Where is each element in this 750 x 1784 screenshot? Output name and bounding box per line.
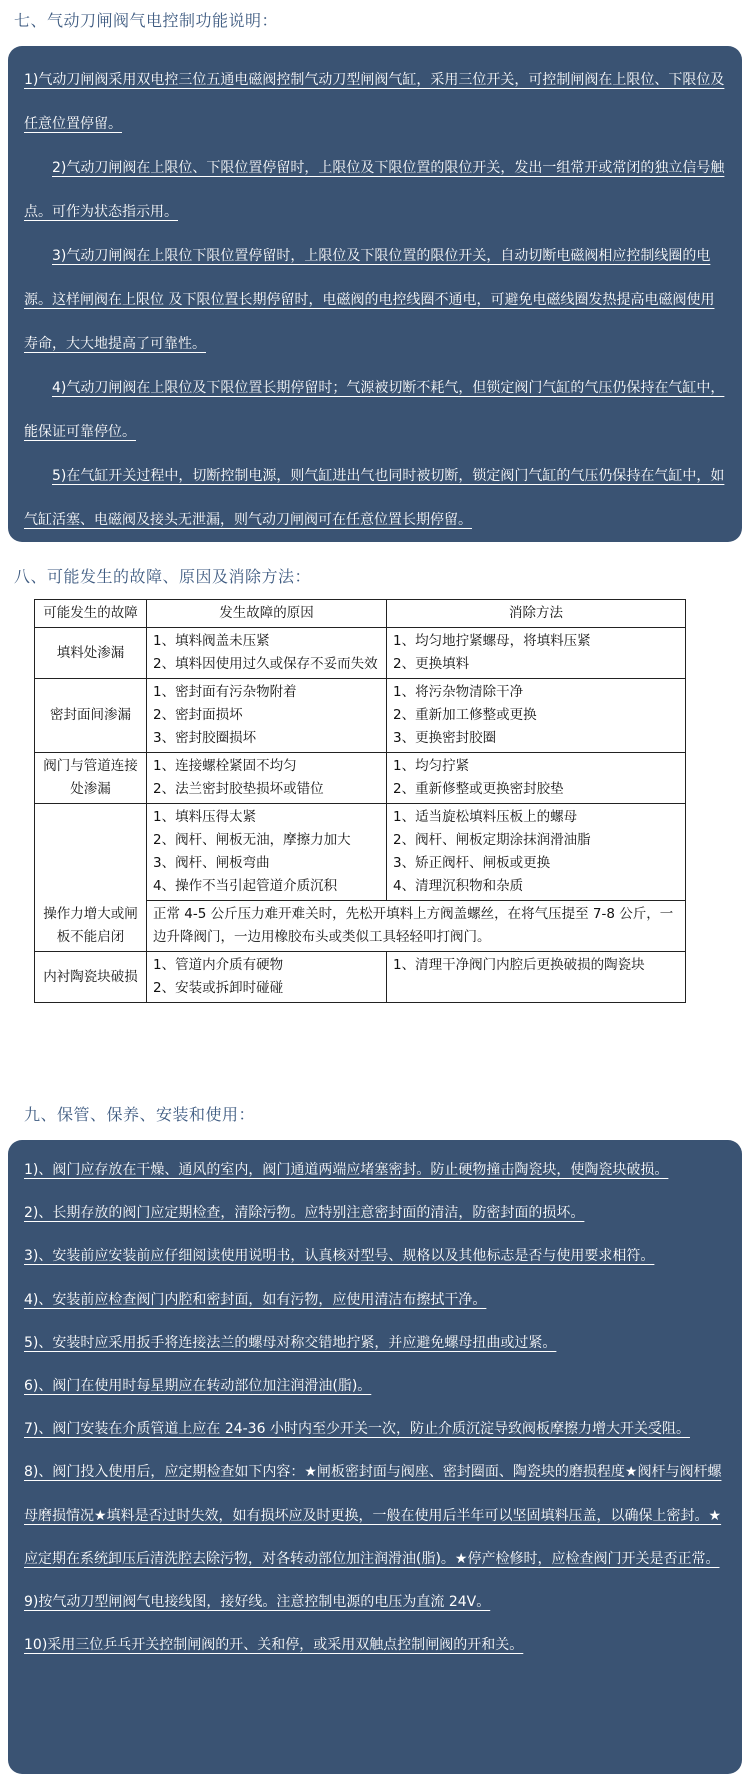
maintenance-item-9: 9)按气动刀型闸阀气电接线图，接好线。注意控制电源的电压为直流 24V。 [24,1594,491,1611]
maintenance-item-8: 8)、阀门投入使用后，应定期检查如下内容：★闸板密封面与阀座、密封圈面、陶瓷块的磨损程度★阀杆与阀杆螺母磨损情况★填料是否过时失效，如有损坏应及时更换，一般在使用后半年可以坚固填料压盖，以确保上密封。★应定期在系统卸压后清洗腔去除污物，对各转动部位加注润滑油(脂)。★停产检修时，应检查阀门开关是否正常。 [24,1464,722,1567]
remedy-line: 1、适当旋松填料压板上的螺母 [393,809,578,825]
section9-title: 九、保管、保养、安装和使用： [24,1105,256,1124]
maintenance-item-4: 4)、安装前应检查阀门内腔和密封面，如有污物，应使用清洁布擦拭干净。 [24,1291,487,1308]
header-fault: 可能发生的故障 [35,600,147,628]
fault-table-header-row [35,600,686,628]
cause-line: 4、操作不当引起管道介质沉积 [153,878,338,894]
cause-cell [147,628,387,679]
note-cell: 正常 4-5 公斤压力难开难关时，先松开填料上方阀盖螺丝，在将气压提至 7-8 公斤，一边升降阀门，一边用橡胶布头或类似工具轻轻叩打阀门。 [147,901,686,952]
cause-cell [147,952,387,1003]
maintenance-item-3: 3)、安装前应安装前应仔细阅读使用说明书，认真核对型号、规格以及其他标志是否与使用要求相符。 [24,1248,655,1265]
fault-cell: 密封面间渗漏 [35,679,147,753]
table-row [35,753,686,804]
control-paragraph-5: 5)在气缸开关过程中，切断控制电源，则气缸进出气也同时被切断，锁定阀门气缸的气压仍保持在气缸中，如气缸活塞、电磁阀及接头无泄漏，则气动刀闸阀可在任意位置长期停留。 [24,468,725,528]
cause-line: 1、连接螺栓紧固不均匀 [153,758,297,774]
control-function-panel [8,46,742,542]
remedy-cell [387,628,686,679]
remedy-line: 1、均匀地拧紧螺母，将填料压紧 [393,633,591,649]
remedy-line: 3、更换密封胶圈 [393,730,497,746]
cause-line: 2、阀杆、闸板无油，摩擦力加大 [153,832,351,848]
control-paragraph-3: 3)气动刀闸阀在上限位下限位置停留时，上限位及下限位置的限位开关，自动切断电磁阀相应控制线圈的电源。这样闸阀在上限位 及下限位置长期停留时，电磁阀的电控线圈不通电，可避免电磁线圈发热提高电磁阀使用寿命，大大地提高了可靠性。 [24,248,715,352]
control-paragraph-2: 2)气动刀闸阀在上限位、下限位置停留时，上限位及下限位置的限位开关，发出一组常开或常闭的独立信号触点。可作为状态指示用。 [24,160,725,220]
cause-line: 2、填料因使用过久或保存不妥而失效 [153,656,378,672]
cause-line: 1、填料阀盖未压紧 [153,633,270,649]
fault-cell: 内衬陶瓷块破损 [35,952,147,1003]
fault-cell: 填料处渗漏 [35,628,147,679]
table-row [35,952,686,1003]
remedy-cell: 1、清理干净阀门内腔后更换破损的陶瓷块 [387,952,686,1003]
cause-cell [147,679,387,753]
cause-line: 3、阀杆、闸板弯曲 [153,855,270,871]
table-row [35,804,686,901]
maintenance-item-1: 1)、阀门应存放在干燥、通风的室内，阀门通道两端应堵塞密封。防止硬物撞击陶瓷块，使陶瓷块破损。 [24,1162,669,1178]
section7-title: 七、气动刀闸阀气电控制功能说明： [14,11,279,30]
remedy-cell [387,679,686,753]
cause-line: 1、密封面有污杂物附着 [153,684,297,700]
remedy-line: 1、将污杂物清除干净 [393,684,524,700]
maintenance-item-5: 5)、安装时应采用扳手将连接法兰的螺母对称交错地拧紧，并应避免螺母扭曲或过紧。 [24,1334,557,1351]
maintenance-item-10: 10)采用三位乒乓开关控制闸阀的开、关和停，或采用双触点控制闸阀的开和关。 [24,1637,524,1654]
header-cause: 发生故障的原因 [147,600,387,628]
remedy-line: 2、重新修整或更换密封胶垫 [393,781,564,797]
fault-cell: 阀门与管道连接处渗漏 [35,753,147,804]
maintenance-panel [8,1140,742,1774]
cause-line: 1、填料压得太紧 [153,809,257,825]
section8-title: 八、可能发生的故障、原因及消除方法： [14,567,312,586]
control-paragraph-4: 4)气动刀闸阀在上限位及下限位置长期停留时；气源被切断不耗气，但锁定阀门气缸的气压仍保持在气缸中，能保证可靠停位。 [24,380,725,440]
remedy-line: 2、阀杆、闸板定期涂抹润滑油脂 [393,832,591,848]
table-row [35,628,686,679]
remedy-line: 2、更换填料 [393,656,470,672]
control-paragraph-1: 1)气动刀闸阀采用双电控三位五通电磁阀控制气动刀型闸阀气缸，采用三位开关，可控制闸阀在上限位、下限位及任意位置停留。 [24,72,725,132]
fault-cell: 操作力增大或闸板不能启闭 [35,804,147,952]
remedy-cell [387,753,686,804]
remedy-cell [387,804,686,901]
cause-line: 2、安装或拆卸时碰碰 [153,980,284,996]
fault-table [34,599,686,1003]
cause-line: 1、管道内介质有硬物 [153,957,284,973]
remedy-line: 3、矫正阀杆、闸板或更换 [393,855,551,871]
cause-line: 2、密封面损坏 [153,707,243,723]
header-remedy: 消除方法 [387,600,686,628]
remedy-line: 4、清理沉积物和杂质 [393,878,524,894]
maintenance-item-2: 2)、长期存放的阀门应定期检查，清除污物。应特别注意密封面的清洁，防密封面的损坏。 [24,1205,585,1222]
remedy-line: 2、重新加工修整或更换 [393,707,537,723]
cause-cell [147,804,387,901]
maintenance-item-7: 7)、阀门安装在介质管道上应在 24-36 小时内至少开关一次，防止介质沉淀导致阀板摩擦力增大开关受阻。 [24,1421,690,1438]
table-row [35,679,686,753]
maintenance-item-6: 6)、阀门在使用时每星期应在转动部位加注润滑油(脂)。 [24,1378,372,1395]
cause-line: 3、密封胶圈损坏 [153,730,257,746]
cause-cell [147,753,387,804]
remedy-line: 1、均匀拧紧 [393,758,470,774]
cause-line: 2、法兰密封胶垫损坏或错位 [153,781,324,797]
